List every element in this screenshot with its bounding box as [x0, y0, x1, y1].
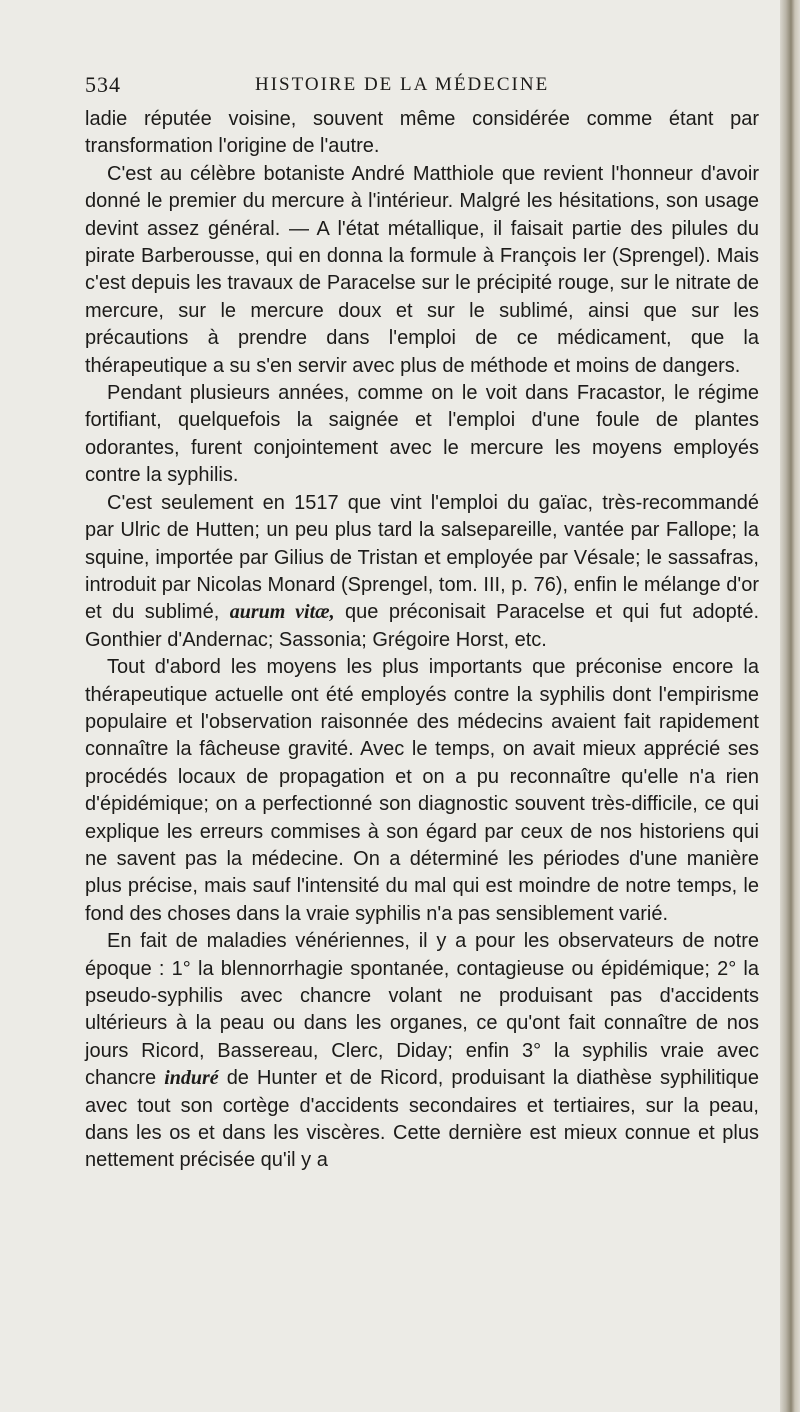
- paragraph-6-text-a: En fait de maladies vénériennes, il y a pour les observateurs de notre époque : 1° la blennorrhagie spontanée, contagieuse ou épidémique; 2° la pseudo-syphilis avec chancre volant ne produisant pas d'accidents ultérieurs à la peau ou dans les organes, ce qu'ont fait connaître de nos jours Ricord, Bassereau, Clerc, Diday; enfin 3° la syphilis vraie avec chancre: [85, 930, 759, 1090]
- paragraph-4-text-b: que préconisait Paracelse et qui fut adopté. Gonthier d'Andernac; Sassonia; Grégoire Horst, etc.: [85, 601, 759, 651]
- paragraph-6: [85, 928, 759, 1175]
- paragraph-4: [85, 490, 759, 654]
- body-text: [85, 106, 759, 1175]
- latin-term-aurum-vitae: aurum vitæ,: [229, 601, 335, 624]
- paragraph-3: Pendant plusieurs années, comme on le voit dans Fracastor, le régime fortifiant, quelquefois la saignée et l'emploi d'une foule de plantes odorantes, furent conjointement avec le mercure les moyens employés contre la syphilis.: [85, 382, 759, 487]
- paragraph-1: ladie réputée voisine, souvent même considérée comme étant par transformation l'origine de l'autre.: [85, 108, 759, 158]
- paragraph-6-text-b: de Hunter et de Ricord, produisant la diathèse syphilitique avec tout son cortège d'accidents secondaires et tertiaires, sur la peau, dans les os et dans les viscères. Cette dernière est mieux connue et plus nettement précisée qu'il y a: [85, 1067, 759, 1172]
- page-header: [85, 72, 745, 100]
- paragraph-4-text-a: C'est seulement en 1517 que vint l'emploi du gaïac, très-recommandé par Ulric de Hutten; un peu plus tard la salsepareille, vantée par Fallope; la squine, importée par Gilius de Tristan et employée par Vésale; le sassafras, introduit par Nicolas Monard (Sprengel, tom. III, p. 76), enfin le mélange d'or et du sublimé,: [85, 491, 759, 624]
- term-indure: induré: [164, 1067, 219, 1090]
- paragraph-5: Tout d'abord les moyens les plus importants que préconise encore la thérapeutique actuelle ont été employés contre la syphilis dont l'empirisme populaire et l'observation raisonnée des médecins avaient fait rapidement connaître la fâcheuse gravité. Avec le temps, on avait mieux apprécié ses procédés locaux de propagation et on a pu reconnaître qu'elle n'a rien d'épidémique; on a perfectionné son diagnostic souvent très-difficile, ce qui explique les erreurs commises à son égard par ceux de nos historiens qui ne savent pas la médecine. On a déterminé les périodes d'une manière plus précise, mais sauf l'intensité du mal qui est moindre de notre temps, le fond des choses dans la vraie syphilis n'a pas sensiblement varié.: [85, 656, 759, 925]
- page-number: 534: [85, 72, 121, 97]
- page-edge-shadow: [780, 0, 800, 1412]
- paragraph-2: C'est au célèbre botaniste André Matthiole que revient l'honneur d'avoir donné le premier du mercure à l'intérieur. Malgré les hésitations, son usage devint assez général. — A l'état métallique, il faisait partie des pilules du pirate Barberousse, qui en donna la formule à François Ier (Sprengel). Mais c'est depuis les travaux de Paracelse sur le précipité rouge, sur le nitrate de mercure, sur le mercure doux et sur le sublimé, ainsi que sur les précautions à prendre dans l'emploi de ce médicament, que la thérapeutique a su s'en servir avec plus de méthode et moins de dangers.: [85, 162, 759, 377]
- running-title: HISTOIRE DE LA MÉDECINE: [255, 74, 550, 95]
